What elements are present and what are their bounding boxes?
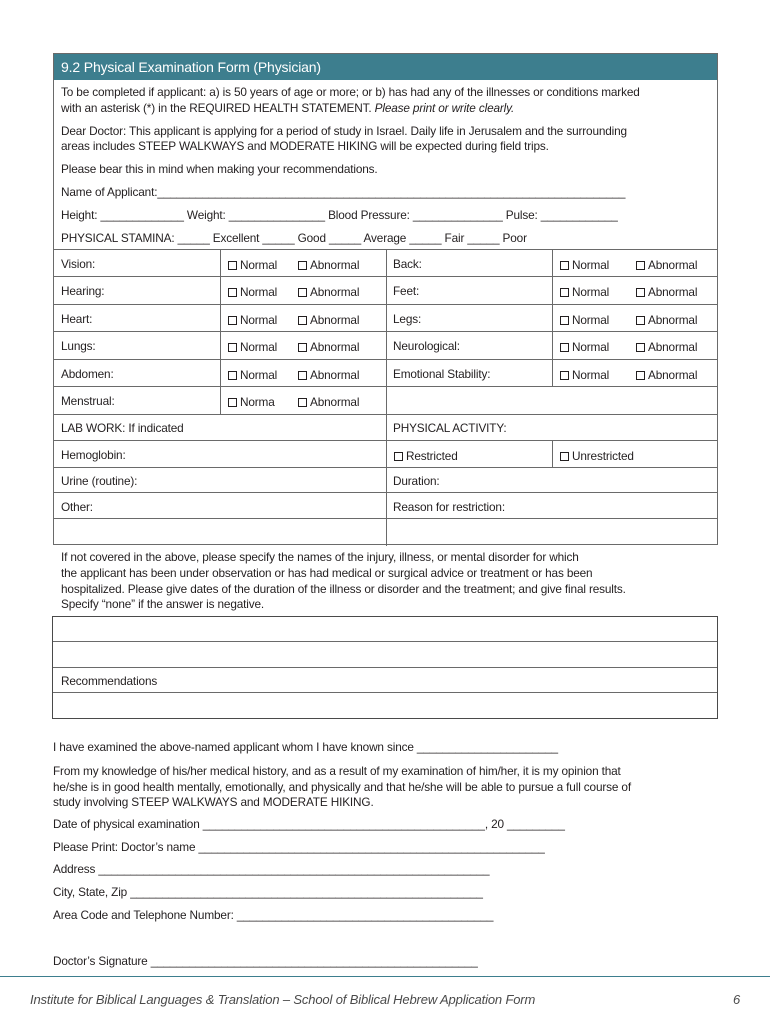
hearing-label: Hearing: (61, 284, 105, 298)
disclosure-text-2: the applicant has been under observation or has had medical or surgical advice or treatment or has been (61, 566, 593, 580)
legs-normal-checkbox[interactable]: Normal (560, 313, 609, 327)
checkbox-icon (228, 343, 237, 352)
stamina-field[interactable]: PHYSICAL STAMINA: _____ Excellent _____ Good _____ Average _____ Fair _____ Poor (61, 231, 527, 245)
footer-divider (0, 976, 770, 977)
checkbox-icon (298, 343, 307, 352)
physical-exam-form (53, 53, 718, 545)
neurological-abnormal-checkbox[interactable]: Abnormal (636, 340, 697, 354)
applicant-name-field[interactable]: Name of Applicant:_________________________________________________________________________ (61, 185, 626, 199)
emotional-stability-label: Emotional Stability: (393, 367, 491, 381)
opinion-text-1: From my knowledge of his/her medical history, and as a result of my examination of him/her, it is my opinion that (53, 764, 621, 778)
opinion-text-2: he/she is in good health mentally, emotionally, and physically and that he/she will be able to pursue a full course of (53, 780, 631, 794)
checkbox-icon (636, 371, 645, 380)
heart-abnormal-checkbox[interactable]: Abnormal (298, 313, 359, 327)
checkbox-icon (228, 371, 237, 380)
feet-abnormal-checkbox[interactable]: Abnormal (636, 285, 697, 299)
lungs-label: Lungs: (61, 339, 96, 353)
checkbox-icon (636, 261, 645, 270)
abdomen-normal-checkbox[interactable]: Normal (228, 368, 277, 382)
physical-activity-label: PHYSICAL ACTIVITY: (393, 421, 507, 435)
disclosure-text-4: Specify “none” if the answer is negative. (61, 597, 265, 611)
menstrual-normal-checkbox[interactable]: Norma (228, 395, 275, 409)
reason-for-restriction-field[interactable]: Reason for restriction: (393, 500, 505, 514)
page-number: 6 (733, 992, 741, 1007)
form-title: 9.2 Physical Examination Form (Physician) (54, 54, 717, 80)
bear-in-mind-text: Please bear this in mind when making your recommendations. (61, 162, 378, 176)
checkbox-icon (560, 452, 569, 461)
checkbox-icon (228, 288, 237, 297)
hearing-normal-checkbox[interactable]: Normal (228, 285, 277, 299)
recommendations-label: Recommendations (61, 674, 158, 688)
vision-abnormal-checkbox[interactable]: Abnormal (298, 258, 359, 272)
checkbox-icon (298, 316, 307, 325)
disclosure-box (52, 616, 718, 719)
other-field[interactable]: Other: (61, 500, 93, 514)
address-field[interactable]: Address _____________________________________________________________ (53, 862, 490, 876)
emotional-abnormal-checkbox[interactable]: Abnormal (636, 368, 697, 382)
checkbox-icon (636, 316, 645, 325)
hemoglobin-field[interactable]: Hemoglobin: (61, 448, 126, 462)
abdomen-label: Abdomen: (61, 367, 114, 381)
lab-work-label: LAB WORK: If indicated (61, 421, 184, 435)
grid-line (220, 249, 221, 414)
exam-date-field[interactable]: Date of physical examination ____________________________________________, 20 _________ (53, 817, 565, 831)
hearing-abnormal-checkbox[interactable]: Abnormal (298, 285, 359, 299)
grid-line (53, 641, 717, 642)
feet-label: Feet: (393, 284, 420, 298)
signature-field[interactable]: Doctor’s Signature ___________________________________________________ (53, 954, 478, 968)
grid-line (53, 692, 717, 693)
restricted-checkbox[interactable]: Restricted (394, 449, 458, 463)
feet-normal-checkbox[interactable]: Normal (560, 285, 609, 299)
checkbox-icon (228, 398, 237, 407)
back-label: Back: (393, 257, 422, 271)
checkbox-icon (560, 371, 569, 380)
emotional-normal-checkbox[interactable]: Normal (560, 368, 609, 382)
phone-field[interactable]: Area Code and Telephone Number: ________________________________________ (53, 908, 494, 922)
menstrual-abnormal-checkbox[interactable]: Abnormal (298, 395, 359, 409)
vitals-fields[interactable]: Height: _____________ Weight: _______________ Blood Pressure: ______________ Pulse: ____________ (61, 208, 618, 222)
disclosure-text-3: hospitalized. Please give dates of the duration of the illness or disorder and the treatment; and give final results. (61, 582, 626, 596)
vision-label: Vision: (61, 257, 96, 271)
checkbox-icon (228, 316, 237, 325)
abdomen-abnormal-checkbox[interactable]: Abnormal (298, 368, 359, 382)
grid-line (552, 440, 553, 467)
checkbox-icon (228, 261, 237, 270)
grid-line (53, 667, 717, 668)
unrestricted-checkbox[interactable]: Unrestricted (560, 449, 634, 463)
menstrual-label: Menstrual: (61, 394, 115, 408)
disclosure-input-1[interactable] (54, 618, 716, 640)
checkbox-icon (636, 288, 645, 297)
legs-label: Legs: (393, 312, 422, 326)
checkbox-icon (298, 371, 307, 380)
checkbox-icon (560, 288, 569, 297)
intro-text-2: with an asterisk (*) in the REQUIRED HEALTH STATEMENT. Please print or write clearly. (61, 101, 515, 115)
neurological-normal-checkbox[interactable]: Normal (560, 340, 609, 354)
grid-line (386, 249, 387, 546)
back-normal-checkbox[interactable]: Normal (560, 258, 609, 272)
city-state-zip-field[interactable]: City, State, Zip _______________________________________________________ (53, 885, 483, 899)
recommendations-input[interactable] (54, 694, 716, 718)
duration-field[interactable]: Duration: (393, 474, 440, 488)
lungs-normal-checkbox[interactable]: Normal (228, 340, 277, 354)
checkbox-icon (298, 261, 307, 270)
lungs-abnormal-checkbox[interactable]: Abnormal (298, 340, 359, 354)
checkbox-icon (394, 452, 403, 461)
footer-text: Institute for Biblical Languages & Translation – School of Biblical Hebrew Application Form (30, 992, 536, 1007)
vision-normal-checkbox[interactable]: Normal (228, 258, 277, 272)
heart-normal-checkbox[interactable]: Normal (228, 313, 277, 327)
dear-doctor-text-2: areas includes STEEP WALKWAYS and MODERATE HIKING will be expected during field trips. (61, 139, 549, 153)
grid-line (552, 249, 553, 386)
neurological-label: Neurological: (393, 339, 460, 353)
known-since-field[interactable]: I have examined the above-named applicant whom I have known since ______________________ (53, 740, 558, 754)
checkbox-icon (298, 288, 307, 297)
heart-label: Heart: (61, 312, 93, 326)
checkbox-icon (560, 343, 569, 352)
legs-abnormal-checkbox[interactable]: Abnormal (636, 313, 697, 327)
intro-text: To be completed if applicant: a) is 50 years of age or more; or b) has had any of the illnesses or conditions marked (61, 85, 640, 99)
checkbox-icon (560, 316, 569, 325)
urine-field[interactable]: Urine (routine): (61, 474, 138, 488)
doctor-name-field[interactable]: Please Print: Doctor’s name ______________________________________________________ (53, 840, 545, 854)
disclosure-text-1: If not covered in the above, please specify the names of the injury, illness, or mental disorder for which (61, 550, 579, 564)
back-abnormal-checkbox[interactable]: Abnormal (636, 258, 697, 272)
checkbox-icon (636, 343, 645, 352)
opinion-text-3: study involving STEEP WALKWAYS and MODERATE HIKING. (53, 795, 374, 809)
checkbox-icon (298, 398, 307, 407)
dear-doctor-text: Dear Doctor: This applicant is applying for a period of study in Israel. Daily life in Jerusalem and the surrounding (61, 124, 627, 138)
checkbox-icon (560, 261, 569, 270)
disclosure-input-2[interactable] (54, 643, 716, 666)
